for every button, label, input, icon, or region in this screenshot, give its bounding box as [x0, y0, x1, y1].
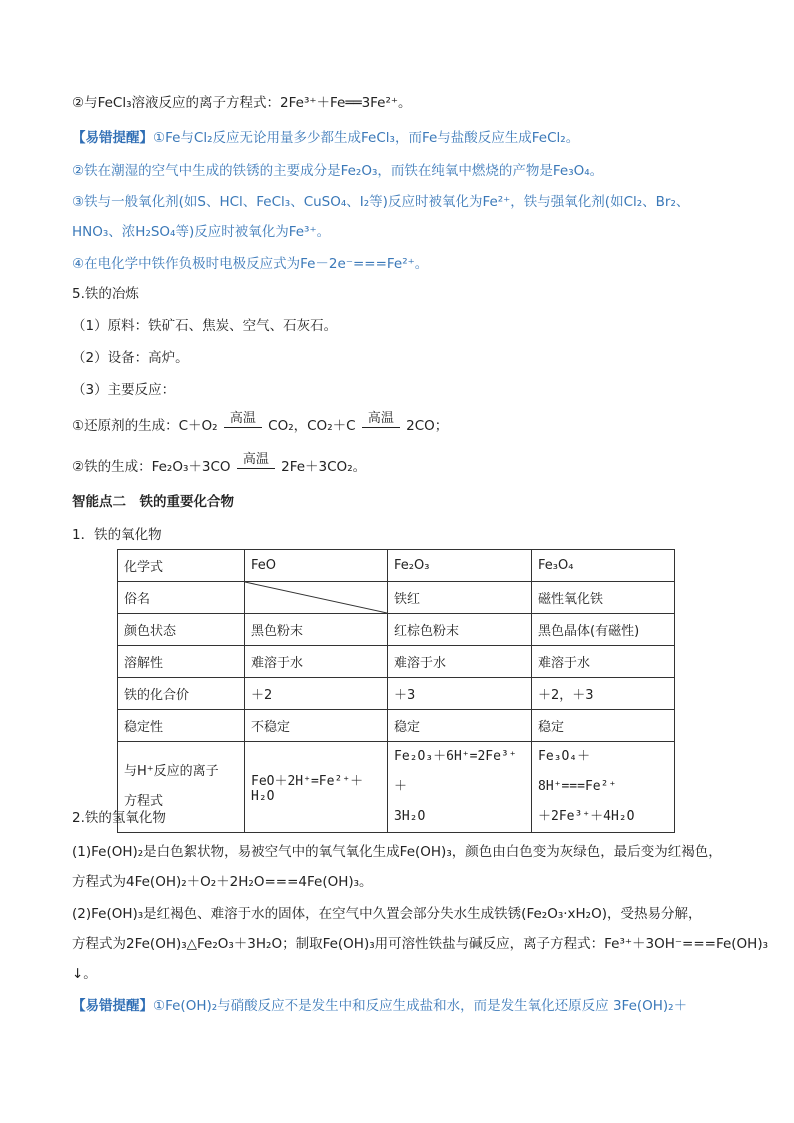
error-tip-text: ①Fe与Cl₂反应无论用量多少都生成FeCl₃，而Fe与盐酸反应生成FeCl₂。 — [153, 130, 580, 146]
condition-arrow — [224, 411, 262, 436]
text-line: ②与FeCl₃溶液反应的离子方程式：2Fe³⁺＋Fe══3Fe²⁺。 — [72, 95, 412, 111]
text-line: (2)Fe(OH)₃是红褐色、难溶于水的固体，在空气中久置会部分失水生成铁锈(Fe₂O₃·xH₂O)，受热易分解， — [72, 906, 702, 922]
table-cell: 俗名 — [118, 582, 245, 614]
table-cell: Fe₂O₃ — [388, 550, 532, 582]
reaction-line — [72, 452, 367, 477]
table-cell: ＋2 — [245, 678, 388, 710]
table-cell: 铁的化合价 — [118, 678, 245, 710]
table-cell: ＋3 — [388, 678, 532, 710]
cell-line: Fe₂O₃＋6H⁺=2Fe³⁺＋ — [394, 749, 517, 794]
table-row — [118, 710, 675, 742]
text-line: ②铁在潮湿的空气中生成的铁锈的主要成分是Fe₂O₃，而铁在纯氧中燃烧的产物是Fe₃O₄。 — [72, 163, 604, 179]
text-line: （3）主要反应： — [72, 382, 176, 398]
table-row — [118, 614, 675, 646]
table-row — [118, 742, 675, 833]
text-line: ④在电化学中铁作负极时电极反应式为Fe－2e⁻===Fe²⁺。 — [72, 256, 429, 272]
text-line: 方程式为2Fe(OH)₃△Fe₂O₃＋3H₂O；制取Fe(OH)₃用可溶性铁盐与碱反应，离子方程式：Fe³⁺＋3OH⁻===Fe(OH)₃ — [72, 936, 768, 952]
reaction-part: 2CO； — [406, 418, 449, 434]
reaction-part: ②铁的生成：Fe₂O₃＋3CO — [72, 459, 231, 475]
table-cell: 难溶于水 — [388, 646, 532, 678]
table-cell: 黑色晶体(有磁性) — [532, 614, 675, 646]
text-line: ↓。 — [72, 966, 97, 982]
table-cell: 稳定 — [532, 710, 675, 742]
table-cell: 化学式 — [118, 550, 245, 582]
subsection-title: 2.铁的氢氧化物 — [72, 810, 166, 826]
subsection-title: 1．铁的氧化物 — [72, 527, 162, 543]
cell-line: 与H⁺反应的离子 — [124, 764, 219, 779]
error-tip-text: ①Fe(OH)₂与硝酸反应不是发生中和反应生成盐和水，而是发生氧化还原反应 3Fe(OH)₂＋ — [153, 998, 688, 1014]
table-cell: Fe₃O₄ — [532, 550, 675, 582]
reaction-part: CO₂，CO₂＋C — [268, 418, 356, 434]
table-cell: 难溶于水 — [245, 646, 388, 678]
text-line: HNO₃、浓H₂SO₄等)反应时被氧化为Fe³⁺。 — [72, 224, 331, 240]
table-cell: 难溶于水 — [532, 646, 675, 678]
reaction-part: 2Fe＋3CO₂。 — [281, 459, 367, 475]
table-cell: ＋2，＋3 — [532, 678, 675, 710]
table-cell: 稳定性 — [118, 710, 245, 742]
cell-line: ＋2Fe³⁺＋4H₂O — [538, 809, 635, 824]
table-cell: 颜色状态 — [118, 614, 245, 646]
table-row — [118, 678, 675, 710]
error-tip-line — [72, 128, 579, 148]
text-line: （1）原料：铁矿石、焦炭、空气、石灰石。 — [72, 318, 338, 334]
reaction-part: ①还原剂的生成：C＋O₂ — [72, 418, 218, 434]
text-line: 方程式为4Fe(OH)₂＋O₂＋2H₂O===4Fe(OH)₃。 — [72, 874, 373, 890]
reaction-line — [72, 411, 449, 436]
table-row — [118, 646, 675, 678]
table-cell: 黑色粉末 — [245, 614, 388, 646]
table-cell: 不稳定 — [245, 710, 388, 742]
table-cell: 溶解性 — [118, 646, 245, 678]
text-line: ③铁与一般氧化剂(如S、HCl、FeCl₃、CuSO₄、I₂等)反应时被氧化为Fe²⁺，铁与强氧化剂(如Cl₂、Br₂、 — [72, 194, 690, 210]
error-tip-tag: 【易错提醒】 — [72, 998, 153, 1014]
table-cell: 磁性氧化铁 — [532, 582, 675, 614]
section-title: 智能点二 铁的重要化合物 — [72, 494, 234, 510]
text-line: (1)Fe(OH)₂是白色絮状物，易被空气中的氧气氧化生成Fe(OH)₃，颜色由白色变为灰绿色，最后变为红褐色， — [72, 844, 722, 860]
cell-line: Fe₃O₄＋8H⁺===Fe²⁺ — [538, 749, 617, 794]
empty-diagonal-cell — [245, 582, 388, 614]
table-cell: 红棕色粉末 — [388, 614, 532, 646]
text-line: （2）设备：高炉。 — [72, 350, 189, 366]
condition-label: 高温 — [229, 411, 256, 426]
condition-label: 高温 — [367, 411, 394, 426]
subsection-title: 5.铁的冶炼 — [72, 286, 139, 302]
table-cell: 稳定 — [388, 710, 532, 742]
iron-oxides-table — [117, 549, 675, 833]
cell-line: 方程式 — [124, 794, 164, 809]
table-cell — [388, 742, 532, 833]
table-cell: FeO — [245, 550, 388, 582]
table-row — [118, 582, 675, 614]
table-cell: FeO＋2H⁺=Fe²⁺＋H₂O — [245, 742, 388, 833]
cell-line: 3H₂O — [394, 809, 426, 824]
error-tip-tag: 【易错提醒】 — [72, 130, 153, 146]
table-cell — [532, 742, 675, 833]
condition-label: 高温 — [242, 452, 269, 467]
table-row — [118, 550, 675, 582]
error-tip-line — [72, 996, 687, 1016]
condition-arrow — [237, 452, 275, 477]
condition-arrow — [362, 411, 400, 436]
table-cell: 铁红 — [388, 582, 532, 614]
